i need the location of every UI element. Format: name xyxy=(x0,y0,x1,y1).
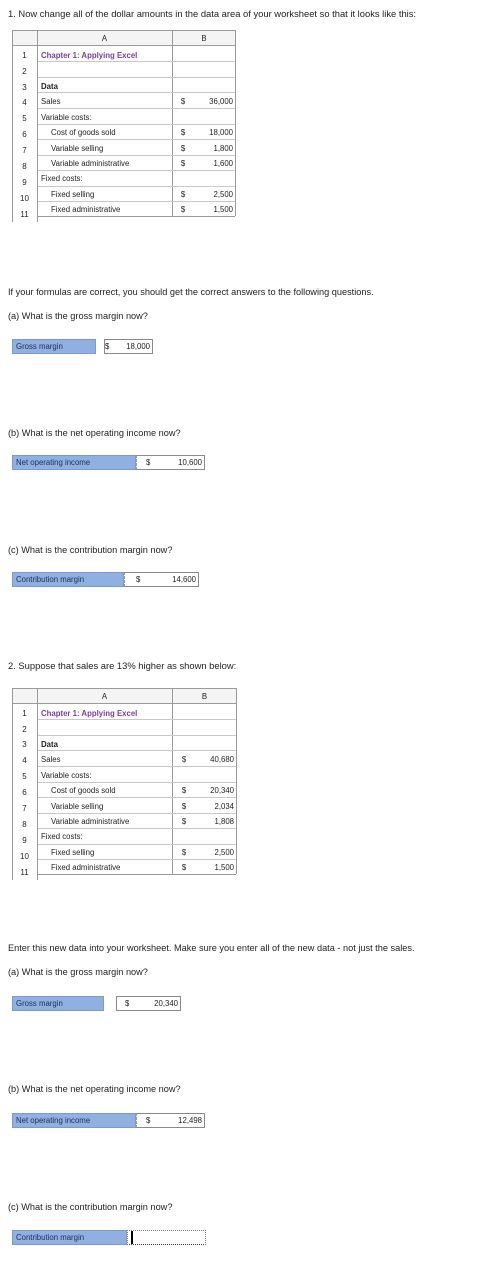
sales-label: Sales xyxy=(41,97,61,106)
net-operating-income-input[interactable] xyxy=(136,1113,205,1128)
currency-symbol: $ xyxy=(136,575,141,584)
net-operating-income-value: 12,498 xyxy=(178,1116,202,1125)
row-number: 2 xyxy=(22,725,27,734)
contribution-margin-input[interactable] xyxy=(127,1230,206,1245)
question-2-prompt: 2. Suppose that sales are 13% higher as shown below: xyxy=(8,660,237,671)
q2a-gross-margin-field xyxy=(12,996,181,1011)
column-b-header: B xyxy=(201,34,207,43)
row-number: 4 xyxy=(22,756,27,765)
currency-symbol: $ xyxy=(181,863,187,872)
fixed-costs-label: Fixed costs: xyxy=(41,174,83,183)
gross-margin-input[interactable] xyxy=(116,996,181,1011)
cogs-value: 20,340 xyxy=(210,786,234,795)
cogs-label: Cost of goods sold xyxy=(51,128,116,137)
q2-note: Enter this new data into your worksheet. Make sure you enter all of the new data - not just the sales. xyxy=(8,943,415,953)
variable-costs-label: Variable costs: xyxy=(41,771,92,780)
sheet-title: Chapter 1: Applying Excel xyxy=(41,51,138,60)
net-operating-income-value: 10,600 xyxy=(178,458,202,467)
row-number: 8 xyxy=(22,162,27,171)
column-a-header: A xyxy=(101,34,108,43)
row-number: 11 xyxy=(20,868,29,877)
gross-margin-input[interactable] xyxy=(104,339,153,354)
fixed-selling-label: Fixed selling xyxy=(51,190,95,199)
currency-symbol: $ xyxy=(180,205,186,214)
q1a-gross-margin-field xyxy=(12,339,153,354)
net-operating-income-input[interactable] xyxy=(136,455,205,470)
spreadsheet-1 xyxy=(12,30,236,226)
currency-symbol: $ xyxy=(180,159,186,168)
contribution-margin-input[interactable] xyxy=(124,572,199,587)
variable-selling-label: Variable selling xyxy=(51,802,104,811)
sales-value: 36,000 xyxy=(209,97,233,106)
currency-symbol: $ xyxy=(181,848,187,857)
net-operating-income-label: Net operating income xyxy=(12,455,136,470)
row-number: 1 xyxy=(22,709,27,718)
spreadsheet-2 xyxy=(12,688,237,884)
currency-symbol: $ xyxy=(146,1116,151,1125)
fixed-admin-value: 1,500 xyxy=(214,863,234,872)
currency-symbol: $ xyxy=(180,190,186,199)
q1c-contribution-margin-field xyxy=(12,572,199,587)
variable-costs-label: Variable costs: xyxy=(41,113,92,122)
fixed-admin-label: Fixed administrative xyxy=(51,205,121,214)
contribution-margin-value: 14,600 xyxy=(172,575,196,584)
column-b-header: B xyxy=(201,692,208,701)
fixed-selling-value: 2,500 xyxy=(213,190,233,199)
variable-selling-label: Variable selling xyxy=(51,144,104,153)
q2b-net-operating-income-field xyxy=(12,1113,205,1128)
variable-admin-label: Variable administrative xyxy=(51,817,130,826)
column-a-header: A xyxy=(101,692,108,701)
contribution-margin-label: Contribution margin xyxy=(12,1230,127,1245)
currency-symbol: $ xyxy=(181,802,187,811)
row-number: 1 xyxy=(22,51,27,60)
row-number: 3 xyxy=(22,740,27,749)
currency-symbol: $ xyxy=(180,128,186,137)
row-number: 7 xyxy=(22,146,27,155)
fixed-selling-value: 2,500 xyxy=(214,848,234,857)
sheet-title: Chapter 1: Applying Excel xyxy=(41,709,138,718)
data-label: Data xyxy=(41,82,58,91)
variable-admin-value: 1,808 xyxy=(214,817,234,826)
cogs-value: 18,000 xyxy=(209,128,233,137)
q1c-question: (c) What is the contribution margin now? xyxy=(8,545,173,555)
row-number: 4 xyxy=(22,98,27,107)
q2c-contribution-margin-field xyxy=(12,1230,206,1245)
row-number: 6 xyxy=(22,130,27,139)
currency-symbol: $ xyxy=(125,999,130,1008)
gross-margin-label: Gross margin xyxy=(12,996,104,1011)
row-number: 6 xyxy=(22,788,27,797)
data-label: Data xyxy=(41,740,58,749)
fixed-admin-label: Fixed administrative xyxy=(51,863,121,872)
q2c-question: (c) What is the contribution margin now? xyxy=(8,1202,173,1212)
row-number: 10 xyxy=(20,194,29,203)
sales-value: 40,680 xyxy=(210,755,234,764)
row-number: 10 xyxy=(20,852,29,861)
sales-label: Sales xyxy=(41,755,61,764)
q1b-question: (b) What is the net operating income now? xyxy=(8,428,181,438)
q2a-question: (a) What is the gross margin now? xyxy=(8,967,148,977)
currency-symbol: $ xyxy=(180,144,186,153)
variable-admin-value: 1,600 xyxy=(213,159,233,168)
row-number: 8 xyxy=(22,820,27,829)
cogs-label: Cost of goods sold xyxy=(51,786,116,795)
q1a-question: (a) What is the gross margin now? xyxy=(8,311,148,321)
variable-selling-value: 2,034 xyxy=(214,802,234,811)
net-operating-income-label: Net operating income xyxy=(12,1113,136,1128)
q1-note: If your formulas are correct, you should get the correct answers to the following questions. xyxy=(8,287,374,297)
currency-symbol: $ xyxy=(181,817,187,826)
currency-symbol: $ xyxy=(181,786,187,795)
row-number: 2 xyxy=(22,67,27,76)
row-number: 7 xyxy=(22,804,27,813)
row-number: 9 xyxy=(22,178,27,187)
row-number: 3 xyxy=(22,83,27,92)
gross-margin-value: 18,000 xyxy=(126,342,150,351)
currency-symbol: $ xyxy=(181,755,187,764)
currency-symbol: $ xyxy=(146,458,151,467)
row-number: 5 xyxy=(22,114,27,123)
row-number: 5 xyxy=(22,772,27,781)
q1b-net-operating-income-field xyxy=(12,455,205,470)
contribution-margin-label: Contribution margin xyxy=(12,572,124,587)
fixed-costs-label: Fixed costs: xyxy=(41,832,83,841)
fixed-admin-value: 1,500 xyxy=(213,205,233,214)
q2b-question: (b) What is the net operating income now? xyxy=(8,1084,181,1094)
currency-symbol: $ xyxy=(180,97,186,106)
row-number: 9 xyxy=(22,836,27,845)
variable-admin-label: Variable administrative xyxy=(51,159,130,168)
fixed-selling-label: Fixed selling xyxy=(51,848,95,857)
row-number: 11 xyxy=(20,210,29,219)
question-1-prompt: 1. Now change all of the dollar amounts in the data area of your worksheet so that it looks like this: xyxy=(8,8,417,19)
gross-margin-value: 20,340 xyxy=(154,999,178,1008)
gross-margin-label: Gross margin xyxy=(12,339,96,354)
currency-symbol: $ xyxy=(105,342,110,351)
text-cursor xyxy=(131,1231,133,1244)
variable-selling-value: 1,800 xyxy=(213,144,233,153)
